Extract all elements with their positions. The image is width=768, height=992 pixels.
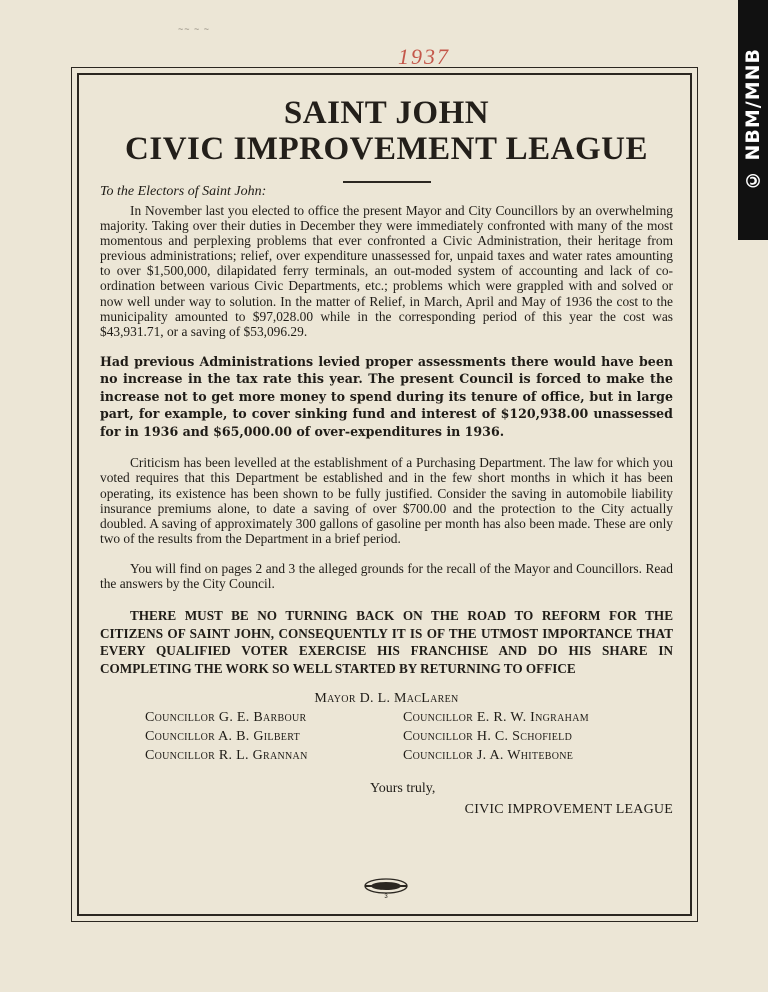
- councillor-item: Councillor H. C. Schofield: [403, 729, 573, 745]
- signature: CIVIC IMPROVEMENT LEAGUE: [464, 802, 673, 818]
- document-body: [100, 95, 673, 818]
- mayor-name: Mayor D. L. MacLaren: [314, 691, 459, 707]
- page-number: 3: [384, 894, 388, 900]
- printer-emblem: [363, 878, 409, 900]
- councillor-item: Councillor A. B. Gilbert: [145, 729, 300, 745]
- councillor-list: [145, 709, 673, 765]
- closing-salutation: Yours truly,: [370, 781, 436, 797]
- pencil-marking: ~~ ~ ~: [178, 24, 211, 34]
- title-line-2: CIVIC IMPROVEMENT LEAGUE: [125, 131, 648, 167]
- councillor-item: Councillor R. L. Grannan: [145, 748, 308, 764]
- title-divider: [343, 181, 431, 183]
- paragraph-appeal: THERE MUST BE NO TURNING BACK ON THE ROAD TO REFORM FOR THE CITIZENS OF SAINT JOHN, CONSEQUENTLY IT IS OF THE UTMOST IMPORTANCE THAT EVERY QUALIFIED VOTER EXERCISE HIS FRANCHISE AND DO HIS SHARE IN COMPLETING THE WORK SO WELL STARTED BY RETURNING TO OFFICE: [100, 608, 673, 676]
- councillor-item: Councillor E. R. W. Ingraham: [403, 710, 589, 726]
- paragraph-intro: In November last you elected to office the present Mayor and City Councillors by an overwhelming majority. Taking over their duties in December they were immediately confronted with many of the most momentous and perplexing problems that ever confronted a Civic Administration, their heritage from previous administrations; relief, over expenditure unassessed for, unpaid taxes and water rates amounting to over $1,500,000, dilapidated ferry terminals, an out-moded system of accounting and lack of co-ordination between various Civic Departments, etc.; problems which were grappled with and solved or now well under way to solution. In the matter of Relief, in March, April and May of 1936 the cost to the municipality amounted to $97,028.00 while in the corresponding period of this year the cost was $43,931.71, or a saving of $53,096.29.: [100, 203, 673, 339]
- paragraph-assessments: Had previous Administrations levied proper assessments there would have been no increase in the tax rate this year. The present Council is forced to make the increase not to get more money to spend during its tenure of office, but in large part, for example, to cover sinking fund and interest of $120,938.00 unassessed for in 1936 and $65,000.00 of over-expenditures in 1936.: [100, 353, 673, 439]
- handwritten-year: 1937: [398, 44, 450, 69]
- paragraph-purchasing: Criticism has been levelled at the establishment of a Purchasing Department. The law for which you voted requires that this Department be established and in the few short months in which it has been operating, its existence has been shown to be fully justified. Consider the saving in automobile liability insurance premiums alone, to date a saving of over $700.00 and the protection to the City actually doubled. A saving of approximately 300 gallons of gasoline per month has also been made. These are only two of the results from the Department in a brief period.: [100, 455, 673, 546]
- copyright-watermark: [738, 0, 768, 240]
- document-title: [100, 95, 673, 167]
- councillor-item: Councillor J. A. Whitebone: [403, 748, 574, 764]
- watermark-text: © NBM/MNB: [742, 48, 764, 192]
- salutation: To the Electors of Saint John:: [100, 184, 267, 199]
- paragraph-recall: You will find on pages 2 and 3 the alleged grounds for the recall of the Mayor and Councillors. Read the answers by the City Council.: [100, 560, 673, 591]
- councillor-item: Councillor G. E. Barbour: [145, 710, 307, 726]
- union-label-icon: [363, 878, 409, 894]
- title-line-1: SAINT JOHN: [283, 95, 490, 131]
